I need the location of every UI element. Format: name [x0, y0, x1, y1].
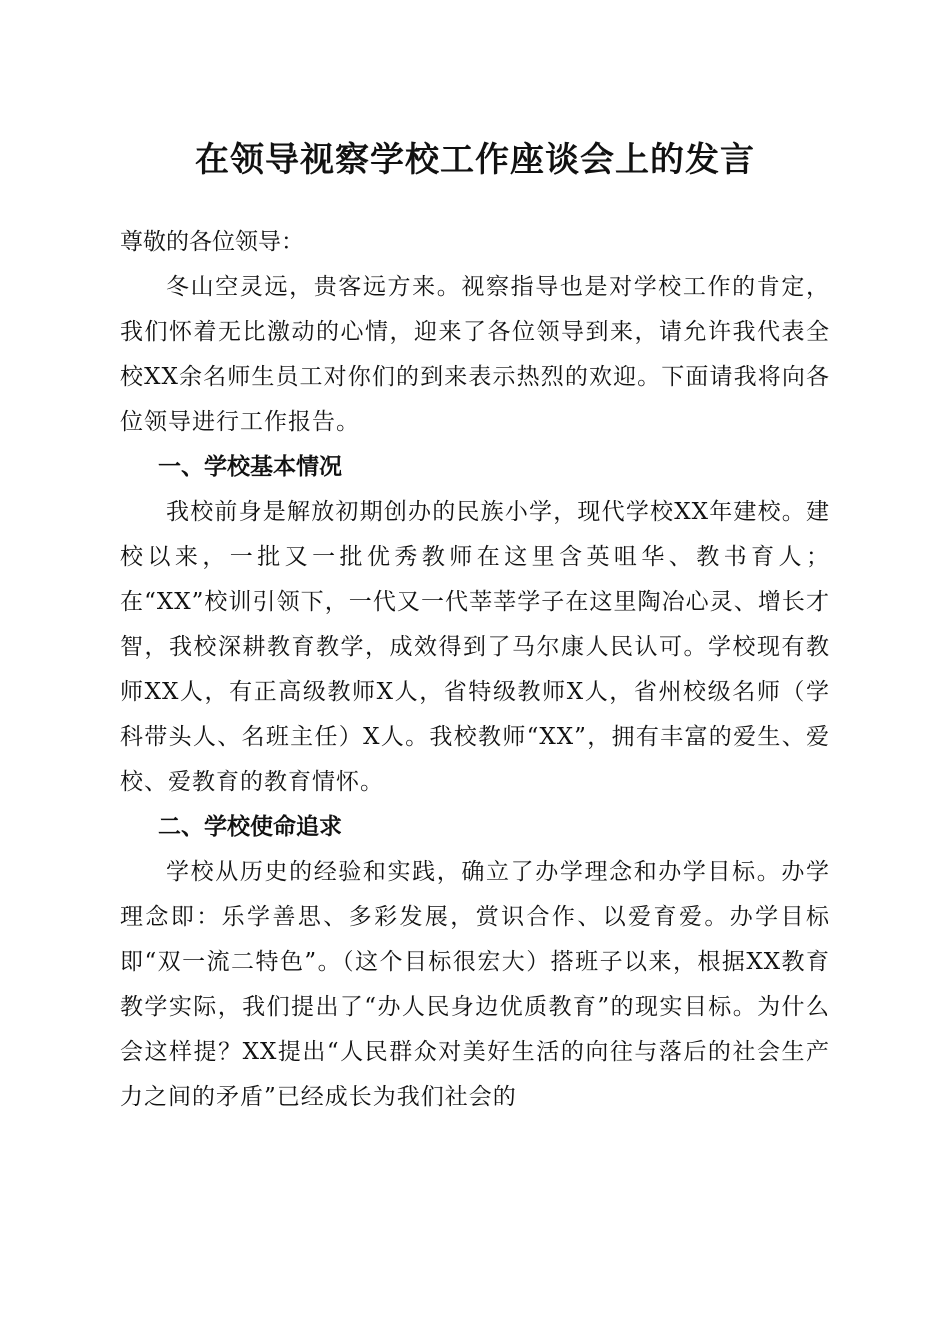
section-heading-mission: 二、学校使命追求 [158, 814, 342, 840]
intro-paragraph: 冬山空灵远，贵客远方来。视察指导也是对学校工作的肯定，我们怀着无比激动的心情，迎来了各位领导到来，请允许我代表全校XX余名师生员工对你们的到来表示热烈的欢迎。下面请我将向各位领导进行工作报告。 [120, 274, 830, 435]
document-title: 在领导视察学校工作座谈会上的发言 [195, 140, 755, 180]
salutation: 尊敬的各位领导： [120, 229, 304, 255]
section-body-mission: 学校从历史的经验和实践，确立了办学理念和办学目标。办学理念即：乐学善思、多彩发展，赏识合作、以爱育爱。办学目标即“双一流二特色”。（这个目标很宏大）搭班子以来，根据XX教育教学实际，我们提出了“办人民身边优质教育”的现实目标。为什么会这样提？XX提出“人民群众对美好生活的向往与落后的社会生产力之间的矛盾”已经成长为我们社会的 [120, 859, 830, 1110]
section-heading-basic-info: 一、学校基本情况 [158, 454, 342, 480]
section-body-basic-info: 我校前身是解放初期创办的民族小学，现代学校XX年建校。建校以来，一批又一批优秀教师在这里含英咀华、教书育人；在“XX”校训引领下，一代又一代莘莘学子在这里陶冶心灵、增长才智，我校深耕教育教学，成效得到了马尔康人民认可。学校现有教师XX人，有正高级教师X人，省特级教师X人，省州校级名师（学科带头人、名班主任）X人。我校教师“XX”，拥有丰富的爱生、爱校、爱教育的教育情怀。 [120, 499, 830, 795]
